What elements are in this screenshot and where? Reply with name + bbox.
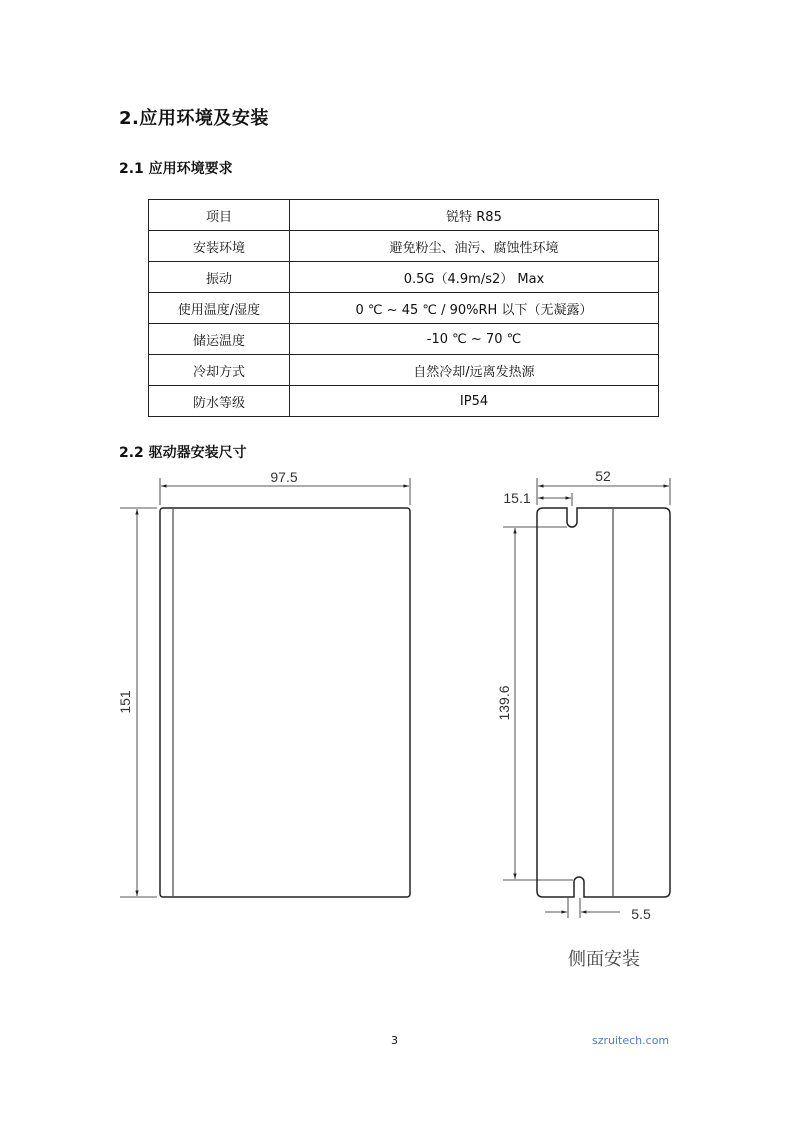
side-mount-caption: 侧面安装 xyxy=(568,949,640,969)
front-width-label: 97.5 xyxy=(270,469,298,485)
table-row xyxy=(149,324,659,355)
section-heading: 2.应用环境及安装 xyxy=(119,108,269,129)
front-height-label: 151 xyxy=(117,690,133,714)
table-cell-label: 项目 xyxy=(149,200,290,231)
subsection-heading-dimensions: 2.2 驱动器安装尺寸 xyxy=(119,445,247,461)
slot-offset-label: 15.1 xyxy=(503,490,531,506)
environment-table xyxy=(148,199,659,417)
footer-website: szruitech.com xyxy=(592,1034,670,1047)
table-row xyxy=(149,231,659,262)
table-cell-label: 使用温度/湿度 xyxy=(149,293,290,324)
slot-width-label: 5.5 xyxy=(631,906,651,922)
table-cell-label: 冷却方式 xyxy=(149,355,290,386)
table-row xyxy=(149,355,659,386)
table-cell-label: 储运温度 xyxy=(149,324,290,355)
table-cell-value: 锐特 R85 xyxy=(290,200,659,231)
page-number: 3 xyxy=(391,1034,398,1047)
table-cell-label: 安装环境 xyxy=(149,231,290,262)
side-view xyxy=(503,478,670,918)
front-outline xyxy=(160,508,410,897)
table-row xyxy=(149,262,659,293)
table-row xyxy=(149,293,659,324)
dimension-drawing xyxy=(0,460,793,1000)
table-cell-value: 0 ℃ ~ 45 ℃ / 90%RH 以下（无凝露） xyxy=(290,293,659,324)
side-outline xyxy=(537,508,670,897)
front-view xyxy=(120,478,410,897)
table-cell-value: 避免粉尘、油污、腐蚀性环境 xyxy=(290,231,659,262)
table-cell-label: 振动 xyxy=(149,262,290,293)
table-cell-value: -10 ℃ ~ 70 ℃ xyxy=(290,324,659,355)
table-cell-value: 0.5G（4.9m/s2） Max xyxy=(290,262,659,293)
table-cell-value: IP54 xyxy=(290,386,659,417)
subsection-heading-environment: 2.1 应用环境要求 xyxy=(119,161,233,177)
table-row xyxy=(149,386,659,417)
hole-pitch-label: 139.6 xyxy=(496,685,512,721)
table-cell-value: 自然冷却/远离发热源 xyxy=(290,355,659,386)
table-row xyxy=(149,200,659,231)
table-cell-label: 防水等级 xyxy=(149,386,290,417)
side-width-label: 52 xyxy=(595,468,611,484)
